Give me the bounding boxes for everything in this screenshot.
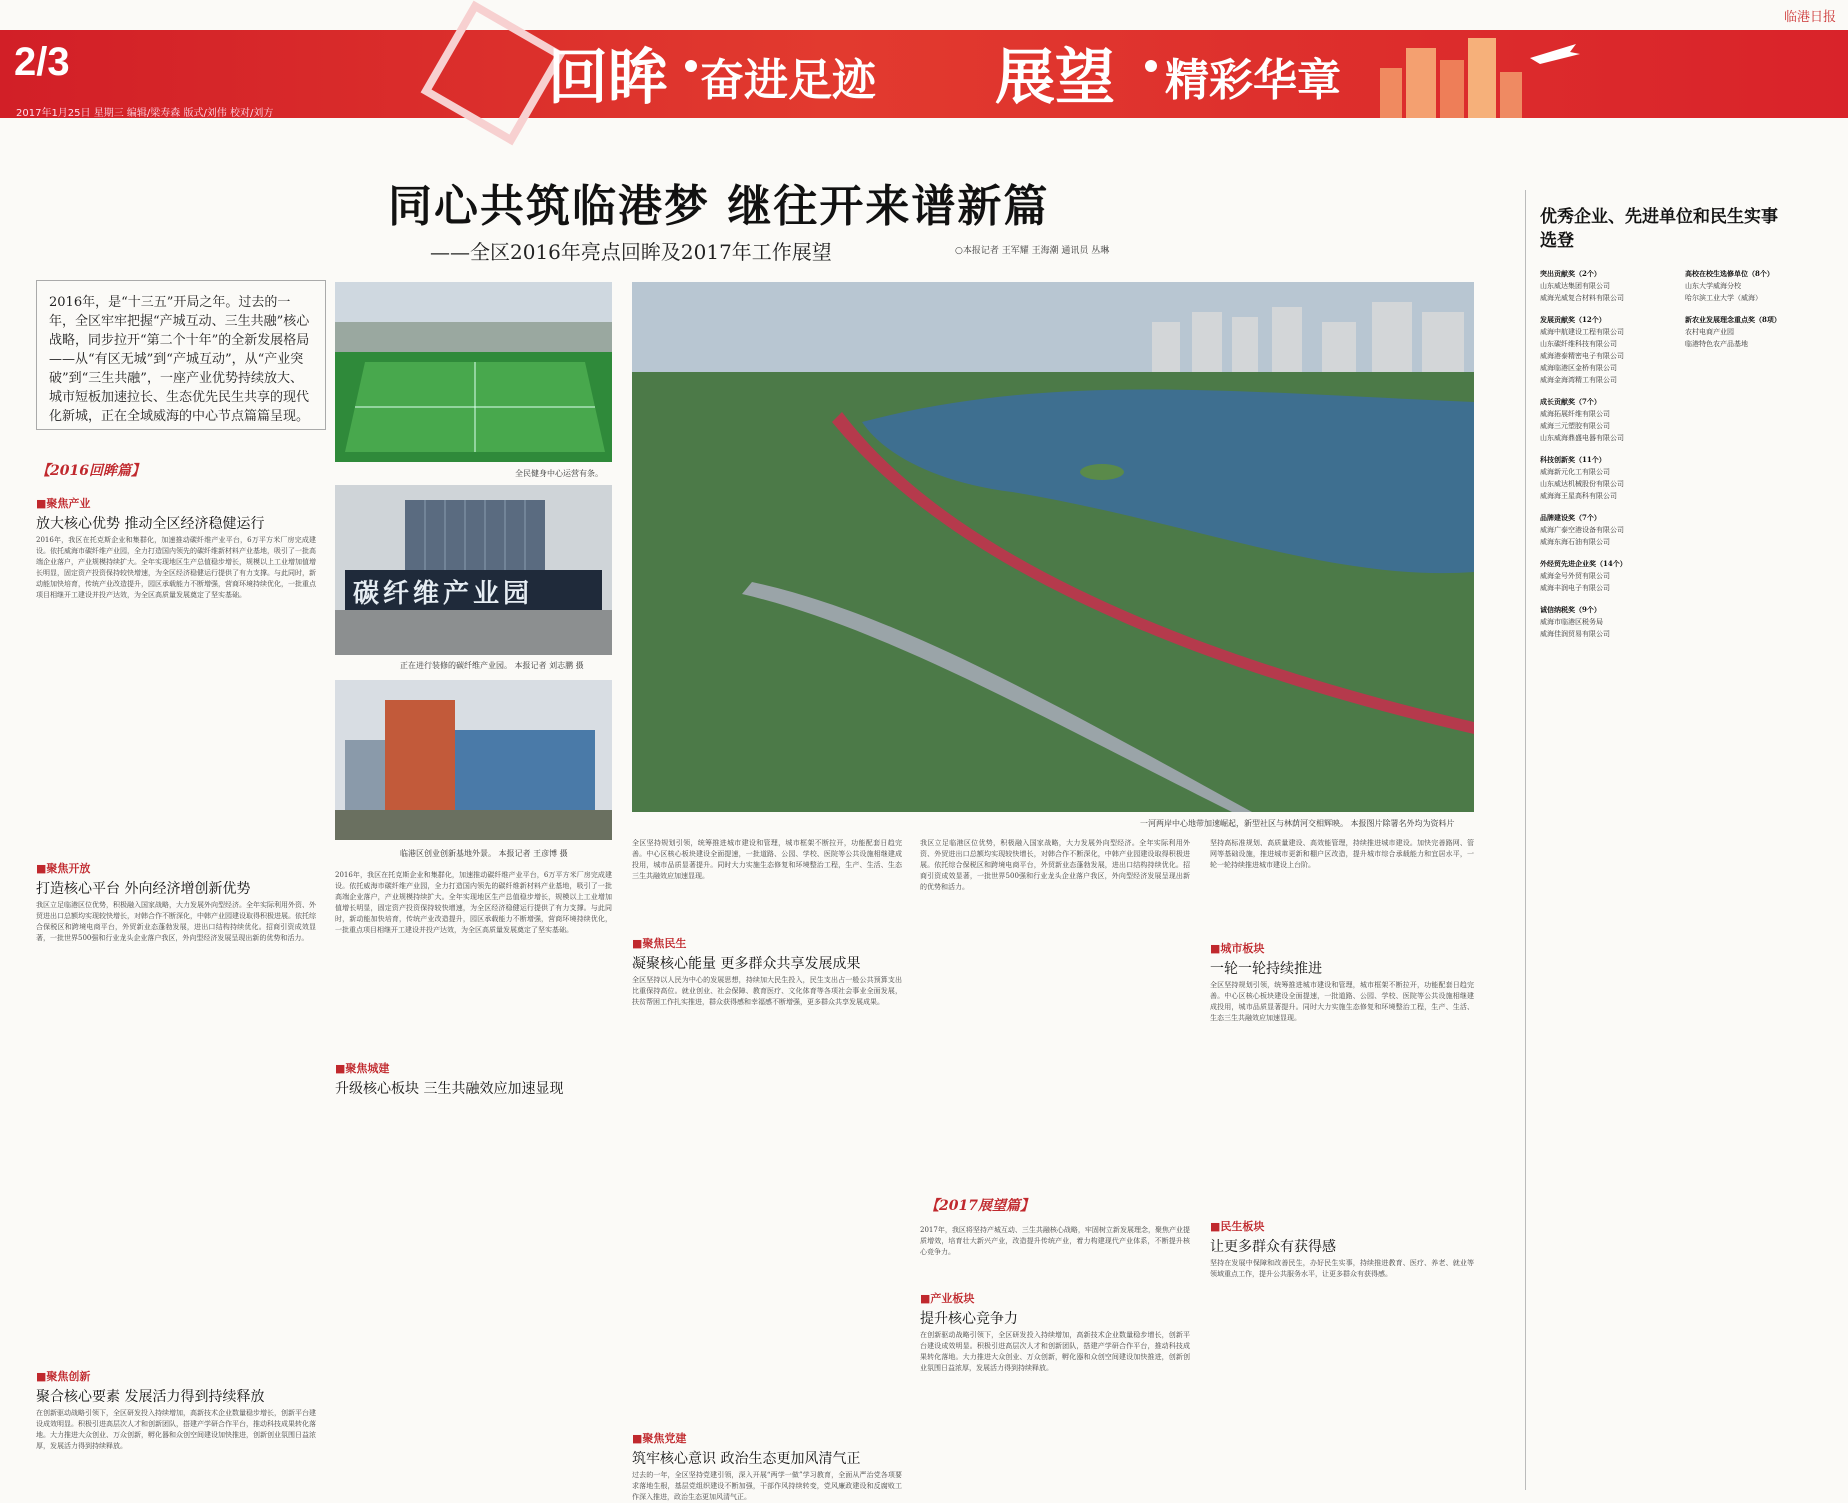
banner-fenjin: 奋进足迹	[700, 55, 876, 106]
list-item: 威海新元化工有限公司	[1540, 468, 1610, 476]
caption-main-photo: 一河两岸中心地带加速崛起，新型社区与林荫河交相辉映。 本报图片除署名外均为资料片	[1140, 819, 1455, 828]
page-number: 2/3	[14, 40, 70, 84]
sidebar-group	[1540, 454, 1670, 502]
section-industry-body: 2016年，我区在托克斯企业和集群化，加速推动碳纤维产业平台，6万平方米厂房完成建设。依托威海市碳纤维产业园，全力打造国内领先的碳纤维新材料产业基地，吸引了一批高端企业落户，产业规模持续扩大。全年实现地区生产总值稳步增长，规模以上工业增加值增长明显，固定资产投资保持较快增速，为全区经济稳健运行提供了有力支撑。与此同时，新动能加快培育，传统产业改造提升，园区承载能力不断增强，营商环境持续优化，一批重点项目相继开工建设并投产达效，为全区高质量发展奠定了坚实基础。	[36, 536, 316, 599]
fiber-park-photo	[335, 485, 612, 655]
column4-body: 我区立足临港区位优势，积极融入国家战略，大力发展外向型经济。全年实际利用外资、外贸进出口总额均实现较快增长，对韩合作不断深化，中韩产业园建设取得积极进展。依托综合保税区和跨境电商平台，外贸新业态蓬勃发展，进出口结构持续优化。招商引资成效显著，一批世界500强和行业龙头企业落户我区，外向型经济发展呈现出新的优势和活力。	[920, 839, 1190, 891]
section-industry-title: 放大核心优势 推动全区经济稳健运行	[36, 516, 265, 532]
section-city-body: 全区坚持规划引领，统筹推进城市建设和管理，城市框架不断拉开，功能配套日趋完善。中心区核心板块建设全面提速，一批道路、公园、学校、医院等公共设施相继建成投用，城市品质显著提升。同时大力实施生态修复和环境整治工程，生产、生活、生态三生共融效应加速显现。	[1210, 981, 1474, 1022]
list-item: 威海丰润电子有限公司	[1540, 584, 1610, 592]
group-title: 成长贡献奖（7个）	[1540, 397, 1601, 406]
section-outlook-industry-title: 提升核心竞争力	[920, 1311, 1018, 1327]
section-industry-head: ■聚焦产业	[36, 497, 91, 510]
sidebar-group	[1540, 268, 1670, 304]
sidebar-group	[1540, 604, 1670, 640]
sidebar-group	[1540, 314, 1670, 386]
skyline-icon	[1380, 38, 1580, 118]
section-livelihood-head: ■聚焦民生	[632, 937, 687, 950]
group-title: 突出贡献奖（2个）	[1540, 269, 1601, 278]
list-item: 山东威达集团有限公司	[1540, 282, 1610, 290]
section-innovation-head: ■聚焦创新	[36, 1370, 91, 1383]
section-people-head: ■民生板块	[1210, 1220, 1265, 1233]
column2-body: 2016年，我区在托克斯企业和集群化，加速推动碳纤维产业平台，6万平方米厂房完成建设。依托威海市碳纤维产业园，全力打造国内领先的碳纤维新材料产业基地，吸引了一批高端企业落户，产业规模持续扩大。全年实现地区生产总值稳步增长，规模以上工业增加值增长明显，固定资产投资保持较快增速，为全区经济稳健运行提供了有力支撑。与此同时，新动能加快培育，传统产业改造提升，园区承载能力不断增强，营商环境持续优化，一批重点项目相继开工建设并投产达效，为全区高质量发展奠定了坚实基础。	[335, 871, 612, 934]
sidebar-group	[1540, 558, 1670, 594]
caption-innovation-base: 临港区创业创新基地外景。 本报记者 王彦博 摄	[400, 849, 568, 858]
group-title: 诚信纳税奖（9个）	[1540, 605, 1601, 614]
list-item: 山东碳纤维科技有限公司	[1540, 340, 1617, 348]
review-tag: 【2016回眸篇】	[36, 463, 145, 479]
section-open-body: 我区立足临港区位优势，积极融入国家战略，大力发展外向型经济。全年实际利用外资、外贸进出口总额均实现较快增长，对韩合作不断深化，中韩产业园建设取得积极进展。依托综合保税区和跨境电商平台，外贸新业态蓬勃发展，进出口结构持续优化。招商引资成效显著，一批世界500强和行业龙头企业落户我区，外向型经济发展呈现出新的优势和活力。	[36, 901, 316, 942]
date-line: 2017年1月25日 星期三 编辑/梁寿森 版式/刘伟 校对/刘方	[16, 108, 274, 119]
section-urban-head: ■聚焦城建	[335, 1062, 390, 1075]
list-item: 山东大学威海分校	[1685, 282, 1741, 290]
section-open-title: 打造核心平台 外向经济增创新优势	[36, 881, 251, 897]
section-people-body: 坚持在发展中保障和改善民生，办好民生实事，持续推进教育、医疗、养老、就业等领域重点工作，提升公共服务水平，让更多群众有获得感。	[1210, 1259, 1474, 1278]
section-city-head: ■城市板块	[1210, 942, 1265, 955]
banner-zhanwang: 展望	[995, 43, 1115, 113]
sidebar-group	[1685, 268, 1835, 304]
paper-logo: 临港日报	[1783, 10, 1836, 25]
list-item: 山东威海鼎盛电器有限公司	[1540, 434, 1624, 442]
list-item: 农村电商产业园	[1685, 328, 1734, 336]
list-item: 威海市临港区税务局	[1540, 618, 1603, 626]
list-item: 临港特色农产品基地	[1685, 340, 1748, 348]
section-city-title: 一轮一轮持续推进	[1210, 961, 1322, 977]
section-innovation-body: 在创新驱动战略引领下，全区研发投入持续增加，高新技术企业数量稳步增长，创新平台建设成效明显。积极引进高层次人才和创新团队，搭建产学研合作平台，推动科技成果转化落地。大力推进大众创业、万众创新，孵化器和众创空间建设加快推进，创新创业氛围日益浓厚，发展活力得到持续释放。	[36, 1409, 316, 1450]
subheadline: ——全区2016年亮点回眸及2017年工作展望	[430, 240, 832, 264]
sidebar-title: 优秀企业、先进单位和民生实事选登	[1540, 207, 1778, 251]
section-party-body: 过去的一年，全区坚持党建引领，深入开展“两学一做”学习教育，全面从严治党各项要求落地生根，基层党组织建设不断加强，干部作风持续转变，党风廉政建设和反腐败工作深入推进，政治生态更加风清气正。	[632, 1471, 902, 1501]
sidebar-divider	[1525, 190, 1526, 1490]
section-outlook-industry-head: ■产业板块	[920, 1292, 975, 1305]
list-item: 威海中航建设工程有限公司	[1540, 328, 1624, 336]
fiber-park-sign: 碳纤维产业园	[353, 579, 534, 609]
sidebar-group	[1540, 396, 1670, 444]
hexagon-decoration	[421, 1, 566, 146]
banner-dot	[1145, 60, 1157, 72]
list-item: 威海拓展纤维有限公司	[1540, 410, 1610, 418]
group-title: 科技创新奖（11个）	[1540, 455, 1606, 464]
banner-jingcai: 精彩华章	[1165, 55, 1341, 106]
section-livelihood-body: 全区坚持以人民为中心的发展思想，持续加大民生投入，民生支出占一般公共预算支出比重保持高位。就业创业、社会保障、教育医疗、文化体育等各项社会事业全面发展，扶贫帮困工作扎实推进，群众获得感和幸福感不断增强，更多群众共享发展成果。	[632, 976, 902, 1006]
list-item: 威海港泰精密电子有限公司	[1540, 352, 1624, 360]
column3-lead: 全区坚持规划引领，统筹推进城市建设和管理，城市框架不断拉开，功能配套日趋完善。中心区核心板块建设全面提速，一批道路、公园、学校、医院等公共设施相继建成投用，城市品质显著提升。同时大力实施生态修复和环境整治工程，生产、生活、生态三生共融效应加速显现。	[632, 839, 902, 880]
headline: 同心共筑临港梦 继往开来谱新篇	[388, 181, 1050, 232]
list-item: 威海三元塑胶有限公司	[1540, 422, 1610, 430]
group-title: 高校在校生选修单位（8个）	[1685, 269, 1774, 278]
caption-stadium: 全民健身中心运营有条。	[515, 469, 603, 478]
banner-dot	[685, 60, 697, 72]
list-item: 威海东海石油有限公司	[1540, 538, 1610, 546]
group-title: 新农业发展理念重点奖（8项）	[1685, 315, 1781, 324]
outlook-lead: 2017年，我区将坚持产城互动、三生共融核心战略，牢固树立新发展理念，聚焦产业提质增效，培育壮大新兴产业，改造提升传统产业，着力构建现代产业体系，不断提升核心竞争力。	[920, 1226, 1190, 1256]
outlook-tag: 【2017展望篇】	[925, 1198, 1034, 1214]
list-item: 威海金海湾精工有限公司	[1540, 376, 1617, 384]
stadium-photo	[335, 282, 612, 462]
group-title: 发展贡献奖（12个）	[1540, 315, 1606, 324]
section-urban-title: 升级核心板块 三生共融效应加速显现	[335, 1078, 625, 1098]
section-party-title: 筑牢核心意识 政治生态更加风清气正	[632, 1451, 861, 1467]
group-title: 外经贸先进企业奖（14个）	[1540, 559, 1627, 568]
section-livelihood-title: 凝聚核心能量 更多群众共享发展成果	[632, 956, 861, 972]
innovation-base-photo	[335, 680, 612, 840]
sidebar-list-left	[1540, 268, 1670, 640]
section-innovation-title: 聚合核心要素 发展活力得到持续释放	[36, 1389, 265, 1405]
banner-huimou: 回眸	[548, 43, 668, 113]
sidebar-list-right	[1685, 268, 1835, 350]
byline: ○本报记者 王军耀 王海潮 通讯员 丛琳	[955, 246, 1110, 256]
list-item: 威海光威复合材料有限公司	[1540, 294, 1624, 302]
column5-lead: 坚持高标准规划、高质量建设、高效能管理，持续推进城市建设。加快完善路网、管网等基础设施，推进城市更新和棚户区改造，提升城市综合承载能力和宜居水平，一轮一轮持续推进城市建设上台阶。	[1210, 839, 1474, 869]
intro-box: 2016年，是“十三五”开局之年。过去的一年，全区牢牢把握“产城互动、三生共融”核心战略，同步拉开“第二个十年”的全新发展格局——从“有区无城”到“产城互动”，从“产业突破”到“三生共融”，一座产业优势持续放大、城市短板加速拉长、生态优先民生共享的现代化新城，正在全域威海的中心节点篇篇呈现。	[36, 280, 326, 430]
section-outlook-industry-body: 在创新驱动战略引领下，全区研发投入持续增加，高新技术企业数量稳步增长，创新平台建设成效明显。积极引进高层次人才和创新团队，搭建产学研合作平台，推动科技成果转化落地。大力推进大众创业、万众创新，孵化器和众创空间建设加快推进，创新创业氛围日益浓厚，发展活力得到持续释放。	[920, 1331, 1190, 1372]
list-item: 哈尔滨工业大学（威海）	[1685, 294, 1762, 302]
list-item: 威海临港区金桥有限公司	[1540, 364, 1617, 372]
list-item: 山东威达机械股份有限公司	[1540, 480, 1624, 488]
list-item: 威海金号外贸有限公司	[1540, 572, 1610, 580]
list-item: 威海海王星高科有限公司	[1540, 492, 1617, 500]
list-item: 威海佳润贸易有限公司	[1540, 630, 1610, 638]
section-open-head: ■聚焦开放	[36, 862, 91, 875]
section-party-head: ■聚焦党建	[632, 1432, 687, 1445]
sidebar-group	[1540, 512, 1670, 548]
caption-fiber-park: 正在进行装修的碳纤维产业园。 本报记者 刘志鹏 摄	[400, 661, 584, 670]
list-item: 威海广泰空港设备有限公司	[1540, 526, 1624, 534]
main-aerial-photo	[632, 282, 1474, 812]
group-title: 品牌建设奖（7个）	[1540, 513, 1601, 522]
section-people-title: 让更多群众有获得感	[1210, 1239, 1336, 1255]
sidebar-group	[1685, 314, 1835, 350]
